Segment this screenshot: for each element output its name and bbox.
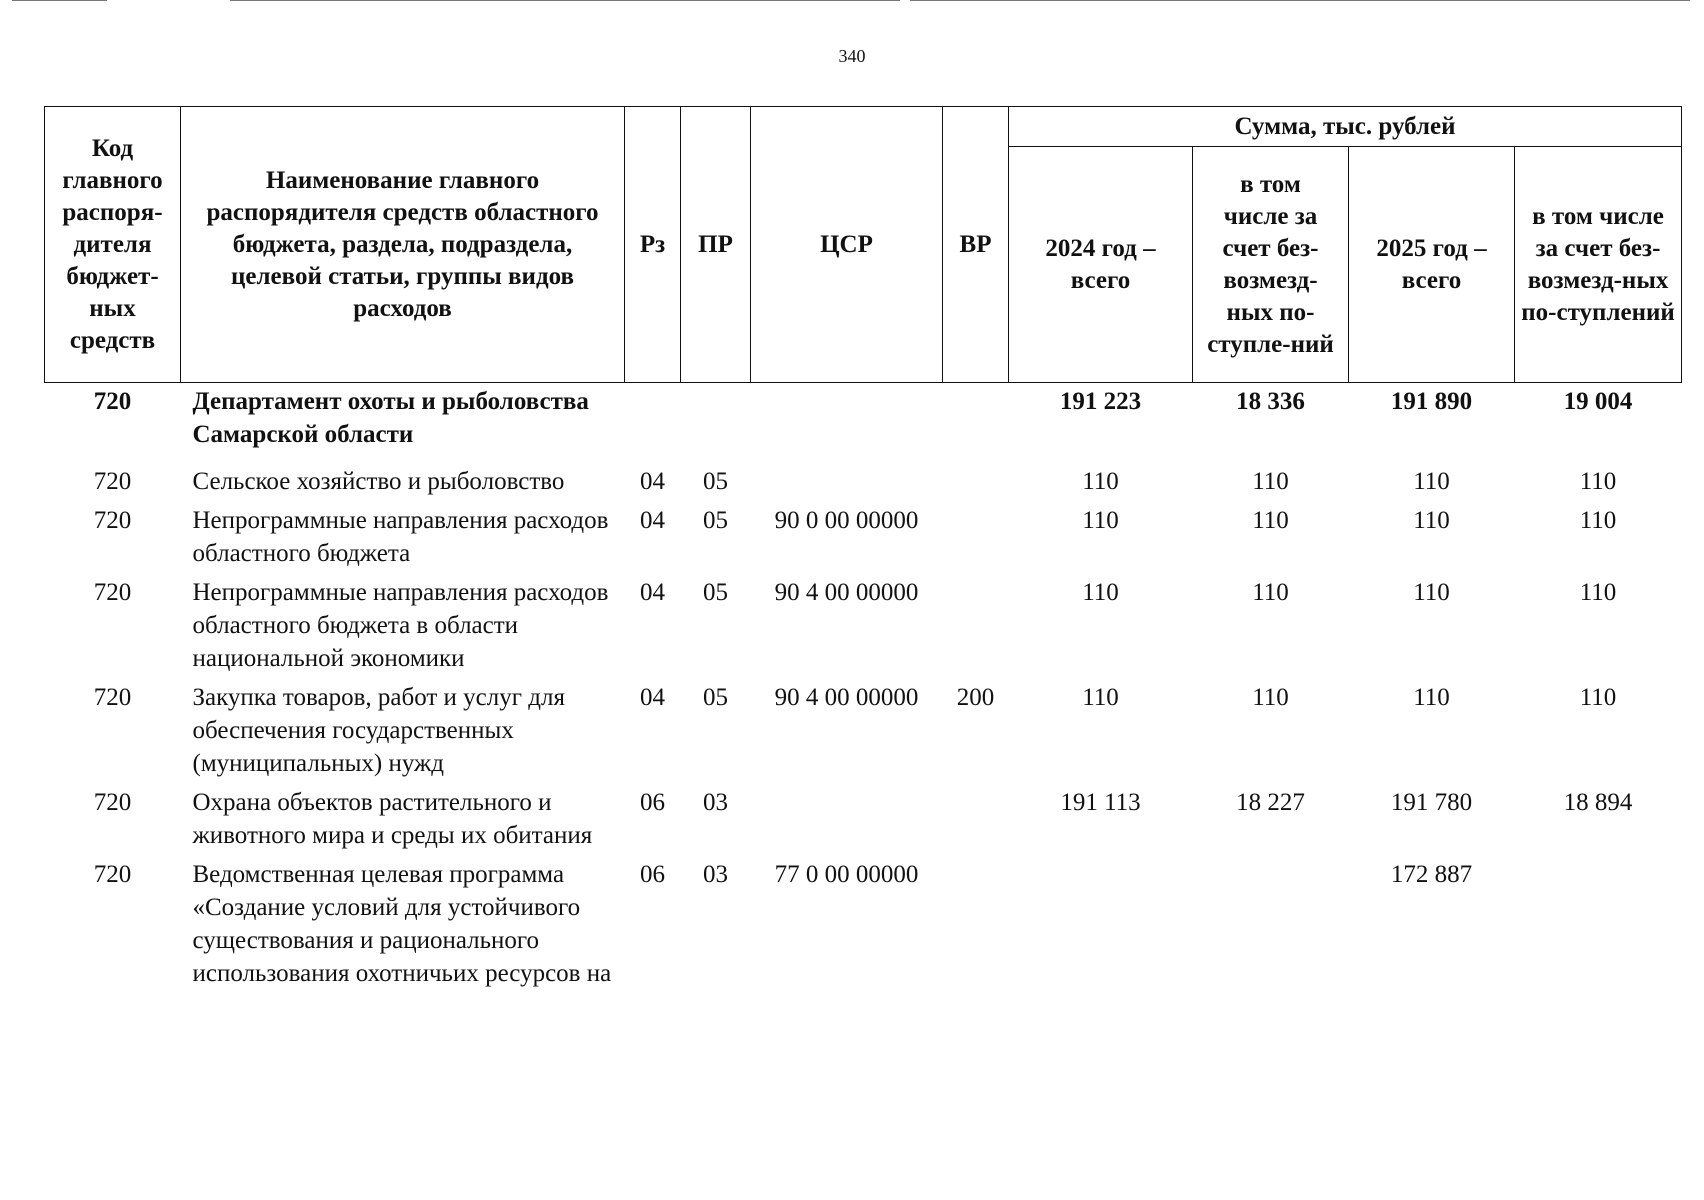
- cell-rz: 06: [640, 861, 665, 888]
- cell-rz: 04: [640, 579, 665, 606]
- cell-csr: [751, 463, 943, 502]
- cell-2024-grants: 110: [1252, 507, 1289, 534]
- cell-pr: 05: [703, 468, 728, 495]
- cell-vr: [943, 463, 1009, 502]
- cell-2025-total: 191 890: [1390, 388, 1473, 415]
- cell-pr: 05: [703, 507, 728, 534]
- cell-pr: [681, 383, 751, 464]
- cell-vr: [943, 502, 1009, 574]
- header-name: Наименование главного распорядителя средств областного бюджета, раздела, подраздела, целевой статьи, группы видов расходов: [181, 107, 625, 383]
- cell-vr: 200: [956, 684, 995, 711]
- cell-name: Закупка товаров, работ и услуг для обеспечения государственных (муниципальных) нужд: [192, 684, 565, 777]
- cell-name: Охрана объектов растительного и животного мира и среды их обитания: [192, 789, 593, 849]
- cell-name: Ведомственная целевая программа «Создание условий для устойчивого существования и рационального использования охотничьих ресурсов на: [192, 861, 612, 987]
- cell-vr: [943, 784, 1009, 856]
- cell-2024-grants: 110: [1252, 684, 1289, 711]
- cell-2025-total: 191 780: [1390, 789, 1473, 816]
- cell-name: Сельское хозяйство и рыболовство: [192, 468, 565, 495]
- header-2025-grants: в том числе за счет без-возмезд-ных по-ступлений: [1515, 147, 1682, 383]
- cell-csr: 90 4 00 00000: [774, 579, 919, 606]
- cell-code: 720: [93, 684, 132, 711]
- cell-2025-total: 110: [1413, 684, 1450, 711]
- table-row: [45, 784, 1682, 856]
- cell-2025-total: 110: [1413, 507, 1450, 534]
- cell-2024-grants: 18 227: [1236, 789, 1305, 816]
- cell-2024-total: 110: [1082, 468, 1119, 495]
- table-row: [45, 574, 1682, 679]
- cell-2025-total: 110: [1413, 579, 1450, 606]
- header-code: Код главного распоря-дителя бюджет-ных средств: [45, 107, 181, 383]
- header-csr: ЦСР: [751, 107, 943, 383]
- cell-csr: 90 0 00 00000: [774, 507, 919, 534]
- cell-name: Непрограммные направления расходов областного бюджета: [192, 507, 609, 567]
- cell-name: Департамент охоты и рыболовства Самарской области: [192, 388, 589, 448]
- table-header: [45, 107, 1682, 383]
- cell-rz: 04: [640, 468, 665, 495]
- cell-2024-total: 191 113: [1060, 789, 1141, 816]
- cell-2025-grants: 110: [1579, 579, 1617, 606]
- cell-2024-total: 110: [1082, 579, 1119, 606]
- table-row: [45, 679, 1682, 784]
- header-2025-total: 2025 год – всего: [1349, 147, 1515, 383]
- cell-csr: 90 4 00 00000: [774, 684, 919, 711]
- cell-code: 720: [93, 507, 132, 534]
- cell-code: 720: [93, 388, 132, 415]
- budget-table: [44, 106, 1682, 994]
- cell-pr: 05: [703, 684, 728, 711]
- cell-2025-grants: 110: [1579, 468, 1617, 495]
- cell-pr: 03: [703, 789, 728, 816]
- cell-2024-grants: 110: [1252, 468, 1289, 495]
- cell-code: 720: [93, 861, 132, 888]
- table-row: [45, 502, 1682, 574]
- cell-2024-grants: 110: [1252, 579, 1289, 606]
- cell-2024-total: 110: [1082, 684, 1119, 711]
- cell-2024-grants: 18 336: [1236, 388, 1305, 415]
- cell-rz: [625, 383, 681, 464]
- header-2024-total: 2024 год – всего: [1009, 147, 1193, 383]
- cell-rz: 06: [640, 789, 665, 816]
- table-row: [45, 463, 1682, 502]
- cell-csr: [751, 784, 943, 856]
- cell-vr: [943, 574, 1009, 679]
- cell-2024-grants: [1193, 856, 1349, 994]
- cell-code: 720: [93, 468, 132, 495]
- cell-pr: 03: [703, 861, 728, 888]
- cell-code: 720: [93, 579, 132, 606]
- cell-name: Непрограммные направления расходов областного бюджета в области национальной экономики: [192, 579, 609, 672]
- cell-rz: 04: [640, 684, 665, 711]
- page-number: 340: [838, 46, 866, 66]
- header-vr: ВР: [943, 107, 1009, 383]
- header-sum-group: Сумма, тыс. рублей: [1009, 107, 1682, 147]
- header-2024-grants: в том числе за счет без-возмезд-ных по-ступле-ний: [1193, 147, 1349, 383]
- cell-2025-total: 110: [1413, 468, 1450, 495]
- table-body: [45, 383, 1682, 995]
- cell-vr: [943, 383, 1009, 464]
- table-row: [45, 856, 1682, 994]
- scan-edge-line: [910, 0, 1690, 1]
- cell-vr: [943, 856, 1009, 994]
- cell-2025-grants: 110: [1579, 507, 1617, 534]
- cell-code: 720: [93, 789, 132, 816]
- cell-2024-total: 110: [1082, 507, 1119, 534]
- cell-2025-grants: 19 004: [1563, 388, 1633, 415]
- header-rz: Рз: [625, 107, 681, 383]
- scan-edge-line: [12, 0, 107, 1]
- cell-2024-total: 191 223: [1059, 388, 1142, 415]
- table-row: [45, 383, 1682, 464]
- header-pr: ПР: [681, 107, 751, 383]
- cell-2024-total: [1009, 856, 1193, 994]
- scan-edge-line: [230, 0, 900, 1]
- cell-2025-grants: 18 894: [1563, 789, 1633, 816]
- cell-pr: 05: [703, 579, 728, 606]
- cell-2025-grants: 110: [1579, 684, 1617, 711]
- cell-2025-total: 172 887: [1390, 861, 1473, 888]
- cell-csr: [751, 383, 943, 464]
- cell-rz: 04: [640, 507, 665, 534]
- cell-2025-grants: [1515, 856, 1682, 994]
- cell-csr: 77 0 00 00000: [774, 861, 919, 888]
